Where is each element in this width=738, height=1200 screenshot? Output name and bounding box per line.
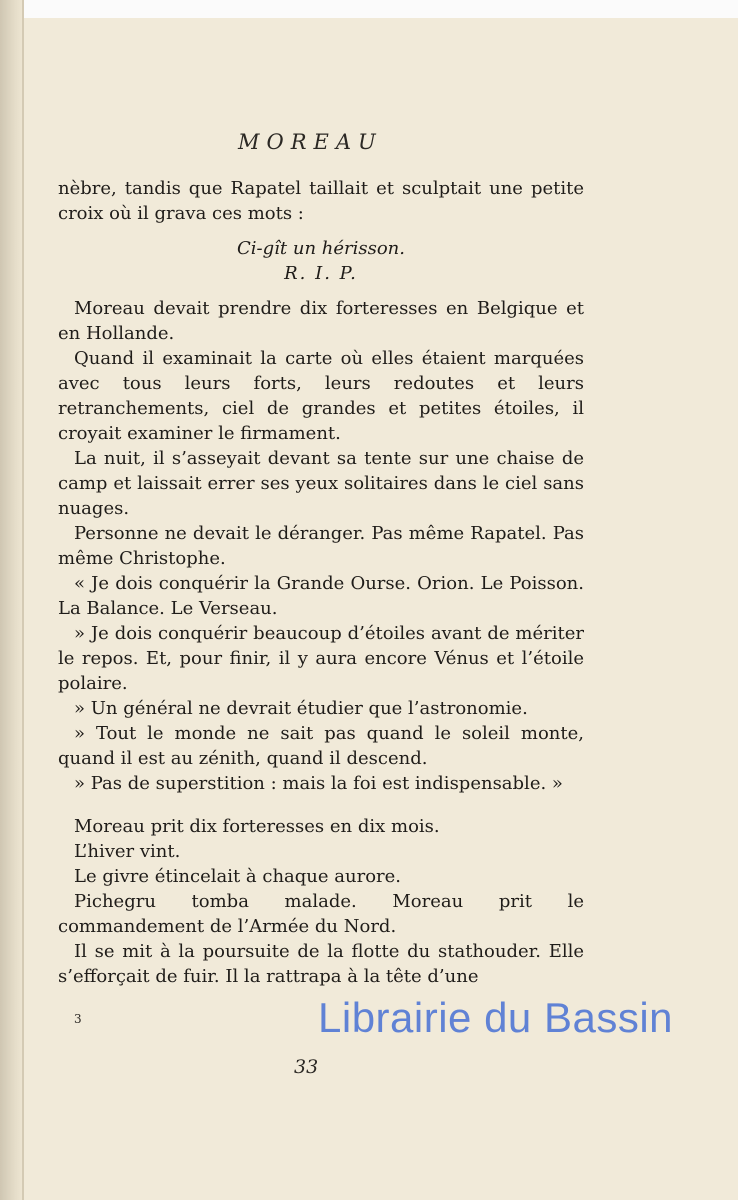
paragraph: » Pas de superstition : mais la foi est indispensable. » <box>74 773 563 794</box>
paragraph: Moreau prit dix forteresses en dix mois. <box>74 816 440 837</box>
paragraph: Le givre étincelait à chaque aurore. <box>74 866 402 887</box>
paragraph: » Je dois conquérir beaucoup d’étoiles avant de mériter le repos. Et, pour finir, il y aura encore Vénus et l’étoile polaire. <box>58 623 584 694</box>
paragraph: » Tout le monde ne sait pas quand le soleil monte, quand il est au zénith, quand il descend. <box>58 723 584 769</box>
paragraph: La nuit, il s’asseyait devant sa tente sur une chaise de camp et laissait errer ses yeux solitaires dans le ciel sans nuages. <box>58 448 584 519</box>
signature-mark: 3 <box>74 1012 82 1026</box>
top-margin-gap <box>20 0 738 18</box>
paragraph: Moreau devait prendre dix forteresses en Belgique et en Hollande. <box>58 298 584 344</box>
paragraph: L’hiver vint. <box>74 841 181 862</box>
paragraph: Personne ne devait le déranger. Pas même Rapatel. Pas même Christophe. <box>58 523 584 569</box>
book-spine-shadow <box>0 0 24 1200</box>
epitaph-line: Ci-gît un hérisson. <box>237 238 405 259</box>
paragraph: nèbre, tandis que Rapatel taillait et sculptait une petite croix où il grava ces mots : <box>58 178 584 224</box>
page-number: 33 <box>294 1056 319 1078</box>
epitaph-initials: R. I. P. <box>284 263 358 284</box>
paragraph: Pichegru tomba malade. Moreau prit le commandement de l’Armée du Nord. <box>58 891 584 937</box>
book-gutter <box>22 0 24 1200</box>
running-head: MOREAU <box>238 130 383 154</box>
paragraph: » Un général ne devrait étudier que l’astronomie. <box>74 698 528 719</box>
page-body <box>58 176 584 989</box>
paragraph: Il se mit à la poursuite de la flotte du stathouder. Elle s’efforçait de fuir. Il la rattrapa à la tête d’une <box>58 941 584 987</box>
watermark: Librairie du Bassin <box>318 994 674 1041</box>
paragraph: Quand il examinait la carte où elles étaient marquées avec tous leurs forts, leurs redoutes et leurs retranchements, ciel de grandes et petites étoiles, il croyait examiner le firmament. <box>58 348 584 444</box>
paragraph: « Je dois conquérir la Grande Ourse. Orion. Le Poisson. La Balance. Le Verseau. <box>58 573 584 619</box>
